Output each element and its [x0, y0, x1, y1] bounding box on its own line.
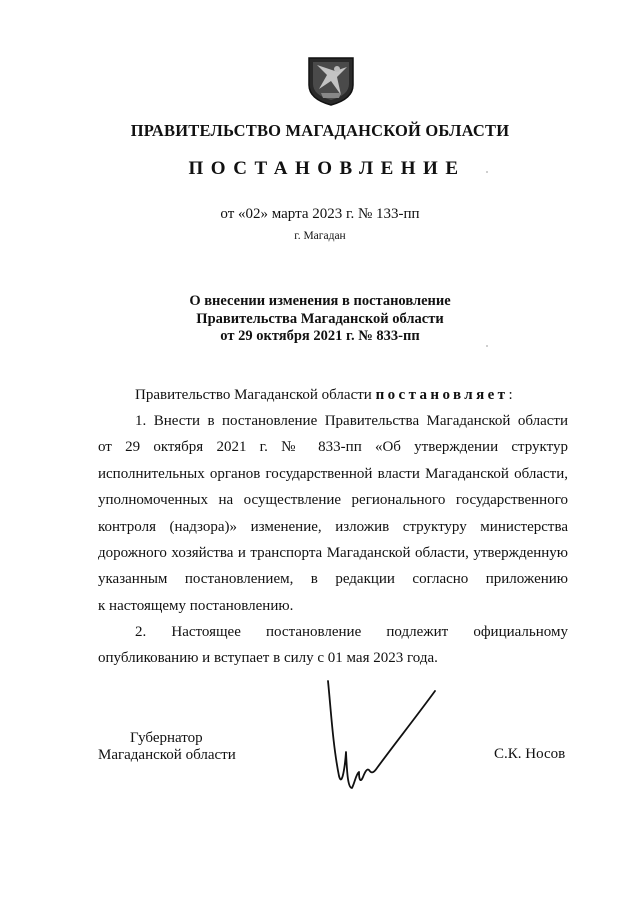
- document-city: г. Магадан: [294, 230, 346, 242]
- subject-line: Правительства Магаданской области: [196, 310, 444, 327]
- paragraph-1: [98, 408, 568, 619]
- subject-line: от 29 октября 2021 г. № 833-пп: [220, 328, 420, 344]
- subject-line: О внесении изменения в постановление: [189, 293, 451, 309]
- signatory-title: Губернатор: [130, 730, 203, 746]
- paragraph-line: от 29 октября 2021 г. № 833-пп «Об утверждении структур: [98, 439, 568, 456]
- signatory-name: С.К. Носов: [494, 746, 566, 762]
- intro-paragraph: [98, 382, 568, 408]
- paragraph-line: 2. Настоящее постановление подлежит официальному: [135, 624, 568, 640]
- signatory-region: Магаданской области: [98, 747, 236, 763]
- paragraph-line: опубликованию и вступает в силу с 01 мая 2023 года.: [98, 650, 438, 667]
- paragraph-line: контроля (надзора)» изменение, изложив структуру министерства: [98, 518, 568, 535]
- paragraph-line: к настоящему постановлению.: [98, 597, 294, 614]
- paragraph-line: указанным постановлением, в редакции согласно приложению: [98, 571, 568, 588]
- document-subject: [0, 293, 640, 346]
- document-type: ПОСТАНОВЛЕНИЕ: [188, 158, 466, 179]
- paragraph-line: исполнительных органов государственной власти Магаданской области,: [98, 465, 568, 482]
- intro-text: Правительство Магаданской области: [135, 387, 376, 403]
- intro-action: постановляет: [375, 387, 509, 403]
- intro-colon: :: [508, 387, 513, 403]
- coat-of-arms-icon: [305, 55, 357, 107]
- document-date-number: от «02» марта 2023 г. № 133-пп: [220, 206, 420, 222]
- handwritten-signature: [325, 676, 440, 811]
- paragraph-line: уполномоченных на осуществление регионального государственного: [98, 492, 568, 509]
- paragraph-line: 1. Внести в постановление Правительства Магаданской области: [135, 413, 568, 429]
- scan-speck: [486, 171, 488, 173]
- organization-title: ПРАВИТЕЛЬСТВО МАГАДАНСКОЙ ОБЛАСТИ: [130, 120, 510, 141]
- paragraph-2: [98, 619, 568, 672]
- paragraph-line: дорожного хозяйства и транспорта Магаданской области, утвержденную: [98, 544, 568, 561]
- scan-speck: [486, 345, 488, 347]
